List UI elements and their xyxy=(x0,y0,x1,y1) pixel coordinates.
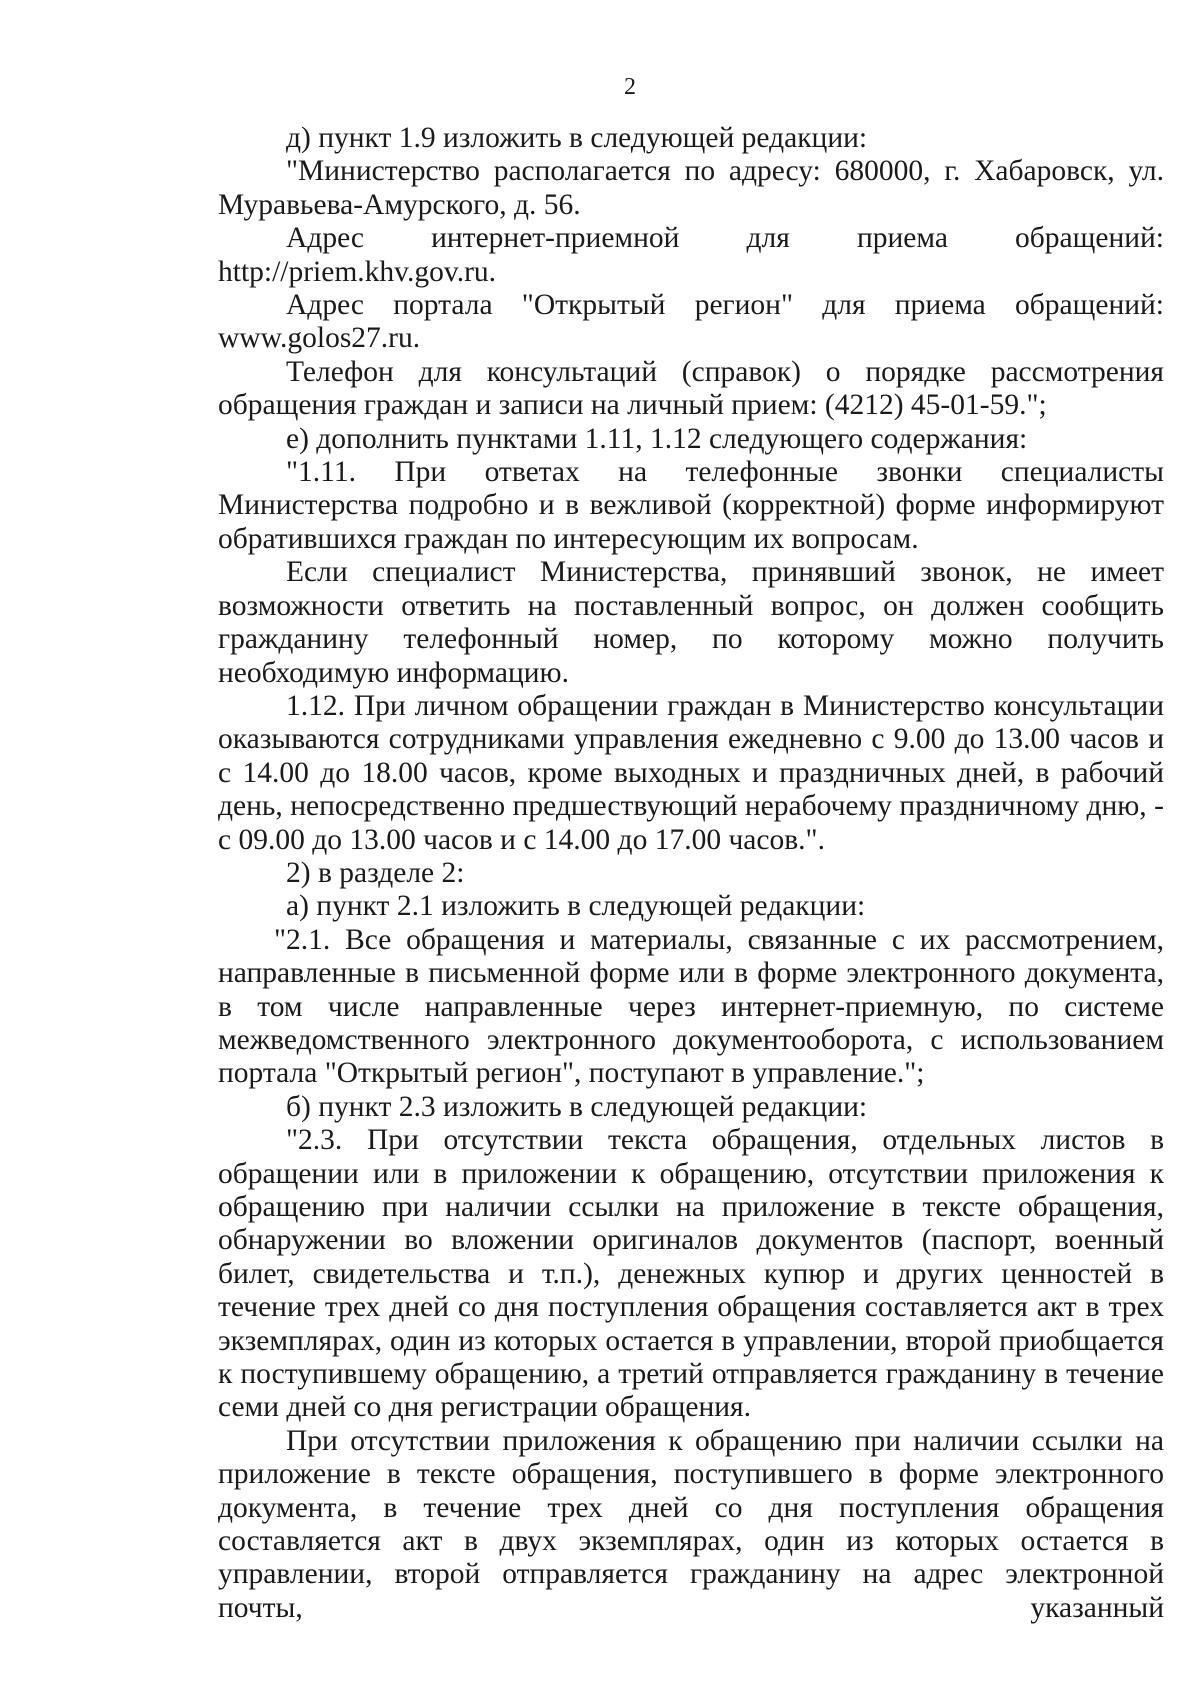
paragraph-item-e: е) дополнить пунктами 1.11, 1.12 следующего содержания: xyxy=(286,422,1028,455)
paragraph-2-3: "2.3. При отсутствии текста обращения, отдельных листов в обращении или в приложении к обращению, отсутствии приложения к обращению при наличии ссылки на приложение в тексте обращения, обнаружении во вложении оригиналов документов (паспорт, военный билет, свидетельства и т.п.), денежных купюр и других ценностей в течение трех дней со дня поступления обращения составляется акт в трех экземплярах, один из которых остается в управлении, второй приобщается к поступившему обращению, а третий отправляется гражданину в течение семи дней со дня регистрации обращения. xyxy=(218,1124,1164,1424)
paragraph-item-b: б) пункт 2.3 изложить в следующей редакции: xyxy=(286,1090,868,1123)
paragraph-ministry-address: "Министерство располагается по адресу: 680000, г. Хабаровск, ул. Муравьева-Амурского, д. 56. xyxy=(218,155,1164,221)
paragraph-phone: Телефон для консультаций (справок) о порядке рассмотрения обращения граждан и записи на личный прием: (4212) 45-01-59."; xyxy=(218,355,1164,422)
paragraph-2-1: "2.1. Все обращения и материалы, связанные с их рассмотрением, направленные в письменной форме или в форме электронного документа, в том числе направленные через интернет-приемную, по системе межведомственного электронного документооборота, с использованием портала "Открытый регион", поступают в управление."; xyxy=(218,923,1164,1090)
paragraph-internet-reception: Адрес интернет-приемной для приема обращений: http://priem.khv.gov.ru. xyxy=(218,222,1164,288)
paragraph-item-a: а) пункт 2.1 изложить в следующей редакции: xyxy=(286,890,866,923)
document-body xyxy=(218,122,1164,1625)
paragraph-item-d: д) пункт 1.9 изложить в следующей редакции: xyxy=(286,122,868,154)
paragraph-specialist: Если специалист Министерства, принявший звонок, не имеет возможности ответить на поставленный вопрос, он должен сообщить гражданину телефонный номер, по которому можно получить необходимую информацию. xyxy=(218,556,1164,689)
paragraph-open-region-portal: Адрес портала "Открытый регион" для приема обращений: www.golos27.ru. xyxy=(218,289,1164,355)
paragraph-section-2: 2) в разделе 2: xyxy=(286,856,465,889)
paragraph-1-11: "1.11. При ответах на телефонные звонки специалисты Министерства подробно и в вежливой (корректной) форме информируют обратившихся граждан по интересующим их вопросам. xyxy=(218,456,1164,555)
paragraph-no-attachment: При отсутствии приложения к обращению при наличии ссылки на приложение в тексте обращения, поступившего в форме электронного документа, в течение трех дней со дня поступления обращения составляется акт в двух экземплярах, один из которых остается в управлении, второй отправляется гражданину на адрес электронной почты, указанный xyxy=(218,1424,1164,1624)
page-number: 2 xyxy=(624,74,636,100)
paragraph-1-12: 1.12. При личном обращении граждан в Министерство консультации оказываются сотрудниками управления ежедневно с 9.00 до 13.00 часов и с 14.00 до 18.00 часов, кроме выходных и праздничных дней, в рабочий день, непосредственно предшествующий нерабочему праздничному дню, - с 09.00 до 13.00 часов и с 14.00 до 17.00 часов.". xyxy=(218,689,1164,856)
